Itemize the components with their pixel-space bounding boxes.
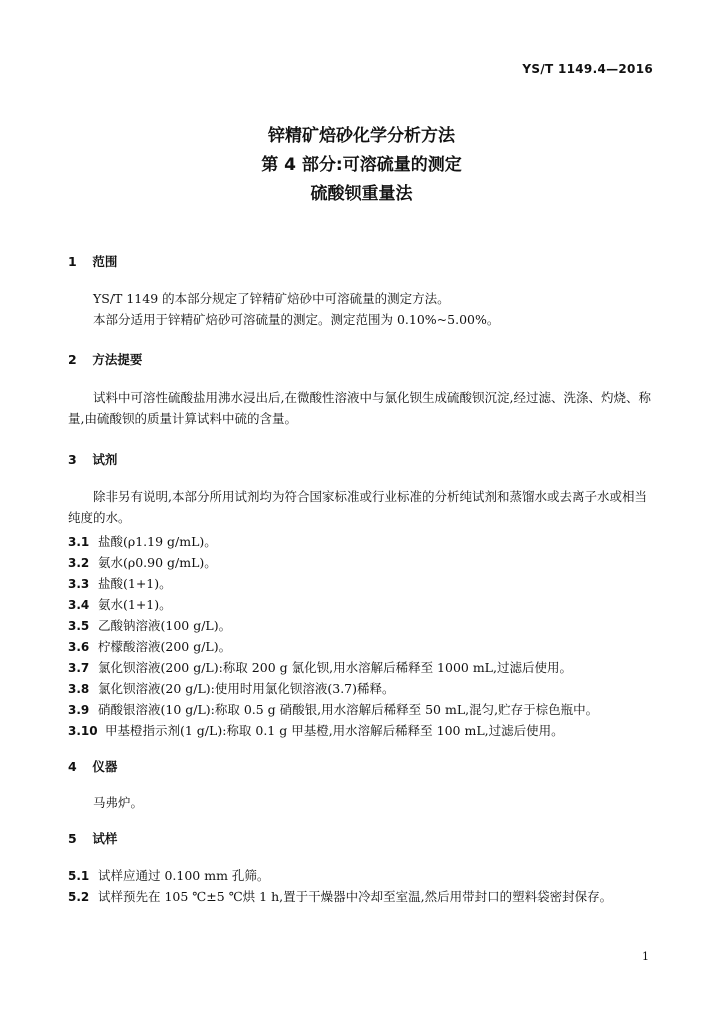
- list-item: [68, 616, 231, 634]
- section-number: 4: [68, 759, 77, 774]
- item-text: 试样应通过 0.100 mm 孔筛。: [98, 868, 270, 883]
- list-item: [68, 658, 572, 676]
- section-number: 3: [68, 452, 77, 467]
- item-number: 3.6: [68, 640, 90, 654]
- section-4-heading: [68, 757, 117, 775]
- item-text: 盐酸(ρ1.19 g/mL)。: [98, 534, 217, 549]
- document-title: [0, 122, 723, 209]
- item-number: 3.9: [68, 703, 90, 717]
- item-text: 氯化钡溶液(200 g/L):称取 200 g 氯化钡,用水溶解后稀释至 1000 mL,过滤后使用。: [98, 660, 572, 675]
- item-text: 试样预先在 105 ℃±5 ℃烘 1 h,置于干燥器中冷却至室温,然后用带封口的塑料袋密封保存。: [98, 889, 613, 904]
- section-title: 试剂: [92, 452, 118, 467]
- section-2-heading: [68, 350, 142, 368]
- item-number: 3.1: [68, 535, 90, 549]
- list-item: [68, 574, 172, 592]
- list-item: [68, 532, 217, 550]
- item-text: 甲基橙指示剂(1 g/L):称取 0.1 g 甲基橙,用水溶解后稀释至 100 mL,过滤后使用。: [105, 723, 564, 738]
- item-text: 氨水(1+1)。: [98, 597, 172, 612]
- section-4-paragraph-1: 马弗炉。: [93, 795, 144, 810]
- title-line-3: 硫酸钡重量法: [310, 184, 413, 204]
- section-number: 2: [68, 352, 77, 367]
- section-number: 1: [68, 254, 77, 269]
- item-number: 3.2: [68, 556, 90, 570]
- item-text: 氯化钡溶液(20 g/L):使用时用氯化钡溶液(3.7)稀释。: [98, 681, 395, 696]
- item-text: 氨水(ρ0.90 g/mL)。: [98, 555, 217, 570]
- item-number: 3.7: [68, 661, 90, 675]
- section-title: 方法提要: [92, 352, 143, 367]
- section-title: 试样: [92, 831, 118, 846]
- section-3-heading: [68, 450, 117, 468]
- section-title: 范围: [92, 254, 118, 269]
- section-2-paragraph-1: 试料中可溶性硫酸盐用沸水浸出后,在微酸性溶液中与氯化钡生成硫酸钡沉淀,经过滤、洗涤、灼烧、称量,由硫酸钡的质量计算试料中硫的含量。: [68, 390, 651, 426]
- item-text: 乙酸钠溶液(100 g/L)。: [98, 618, 232, 633]
- section-1-paragraph-1: YS/T 1149 的本部分规定了锌精矿焙砂中可溶硫量的测定方法。: [93, 291, 450, 306]
- item-number: 5.1: [68, 869, 90, 883]
- section-number: 5: [68, 831, 77, 846]
- item-text: 柠檬酸溶液(200 g/L)。: [98, 639, 232, 654]
- item-number: 5.2: [68, 890, 90, 904]
- section-1-paragraph-2: 本部分适用于锌精矿焙砂可溶硫量的测定。测定范围为 0.10%~5.00%。: [93, 312, 500, 327]
- item-number: 3.5: [68, 619, 90, 633]
- section-5-heading: [68, 829, 117, 847]
- item-number: 3.4: [68, 598, 90, 612]
- list-item: [68, 637, 231, 655]
- page-number: 1: [642, 950, 649, 963]
- list-item: [68, 721, 564, 739]
- section-title: 仪器: [92, 759, 118, 774]
- title-line-1: 锌精矿焙砂化学分析方法: [268, 126, 455, 146]
- item-text: 盐酸(1+1)。: [98, 576, 172, 591]
- section-3-paragraph-1: 除非另有说明,本部分所用试剂均为符合国家标准或行业标准的分析纯试剂和蒸馏水或去离子水或相当纯度的水。: [68, 489, 647, 525]
- list-item: [68, 595, 172, 613]
- item-number: 3.8: [68, 682, 90, 696]
- item-number: 3.10: [68, 724, 98, 738]
- list-item: [68, 679, 395, 697]
- item-number: 3.3: [68, 577, 90, 591]
- list-item: [68, 866, 269, 884]
- standard-id: YS/T 1149.4—2016: [522, 62, 653, 76]
- list-item: [68, 553, 217, 571]
- item-text: 硝酸银溶液(10 g/L):称取 0.5 g 硝酸银,用水溶解后稀释至 50 mL,混匀,贮存于棕色瓶中。: [98, 702, 599, 717]
- section-1-heading: [68, 252, 117, 270]
- list-item: [68, 700, 598, 718]
- title-line-2: 第 4 部分:可溶硫量的测定: [261, 155, 462, 175]
- list-item: [68, 887, 612, 905]
